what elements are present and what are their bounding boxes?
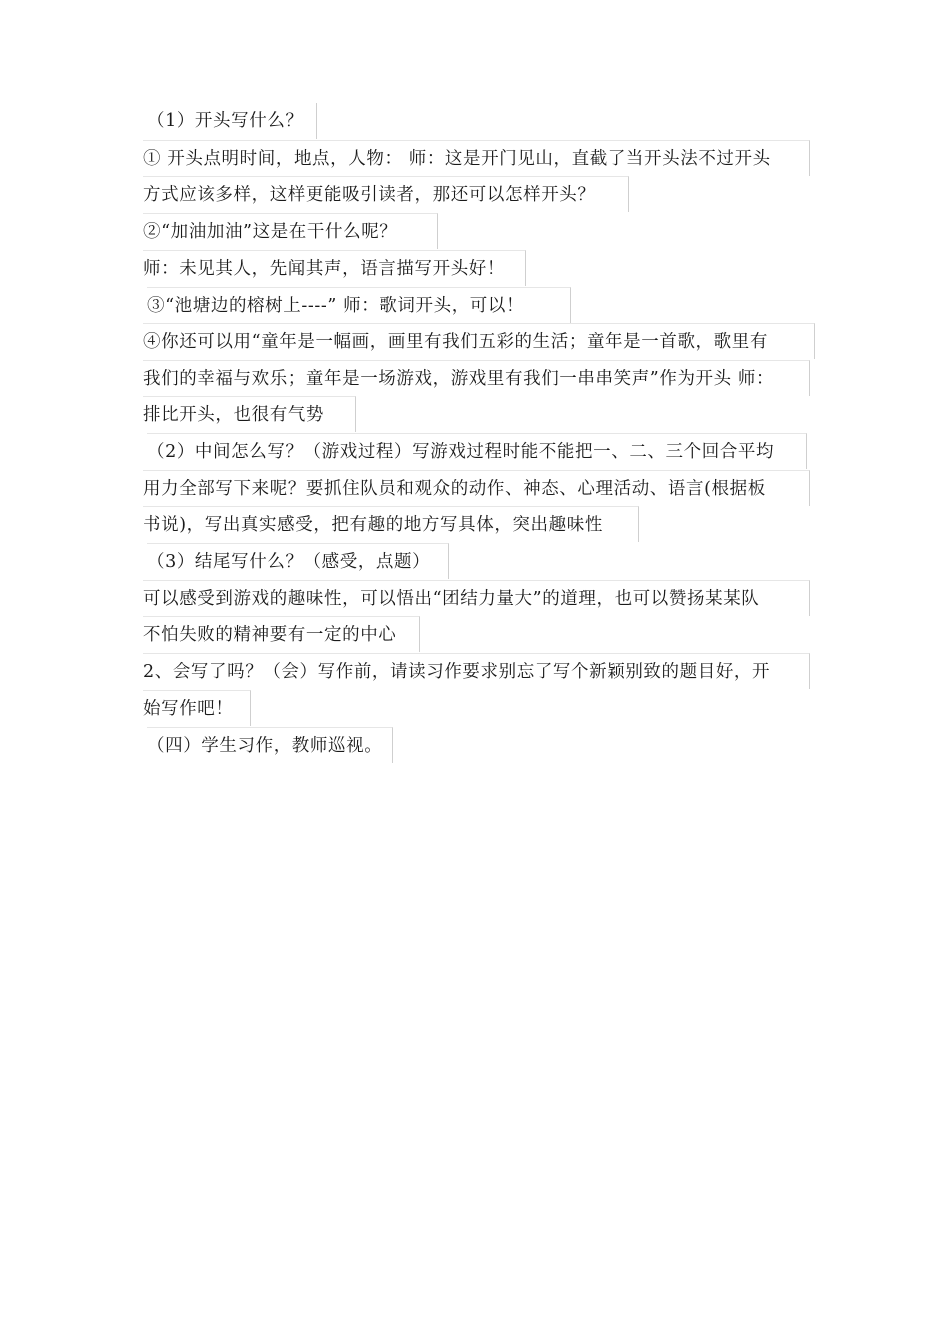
- paragraph-line: 始写作吧！: [143, 690, 251, 726]
- paragraph-line: ③“池塘边的榕树上----” 师：歌词开头，可以！: [147, 287, 571, 323]
- section-heading-middle: （2）中间怎么写？（游戏过程）写游戏过程时能不能把一、二、三个回合平均: [147, 433, 807, 469]
- section-heading-student-writing: （四）学生习作，教师巡视。: [147, 727, 393, 763]
- paragraph-line: 不怕失败的精神要有一定的中心: [143, 616, 420, 652]
- paragraph-line: ②“加油加油”这是在干什么呢？: [143, 213, 438, 249]
- paragraph-line: 师：未见其人，先闻其声，语言描写开头好！: [143, 250, 526, 286]
- paragraph-line: 书说)，写出真实感受，把有趣的地方写具体，突出趣味性: [143, 506, 639, 542]
- paragraph-line: 可以感受到游戏的趣味性，可以悟出“团结力量大”的道理，也可以赞扬某某队: [143, 580, 810, 616]
- paragraph-line: ④你还可以用“童年是一幅画，画里有我们五彩的生活；童年是一首歌，歌里有: [143, 323, 815, 359]
- paragraph-line: 排比开头，也很有气势: [143, 396, 356, 432]
- section-heading-opening: （1）开头写什么？: [147, 103, 317, 139]
- paragraph-line: ① 开头点明时间，地点，人物： 师：这是开门见山，直截了当开头法不过开头: [143, 140, 810, 176]
- paragraph-line: 2、会写了吗？（会）写作前，请读习作要求别忘了写个新颖别致的题目好，开: [143, 653, 810, 689]
- paragraph-line: 方式应该多样，这样更能吸引读者，那还可以怎样开头？: [143, 176, 629, 212]
- section-heading-ending: （3）结尾写什么？（感受，点题）: [147, 543, 449, 579]
- paragraph-line: 我们的幸福与欢乐；童年是一场游戏，游戏里有我们一串串笑声”作为开头 师：: [143, 360, 810, 396]
- paragraph-line: 用力全部写下来呢？要抓住队员和观众的动作、神态、心理活动、语言(根据板: [143, 470, 810, 506]
